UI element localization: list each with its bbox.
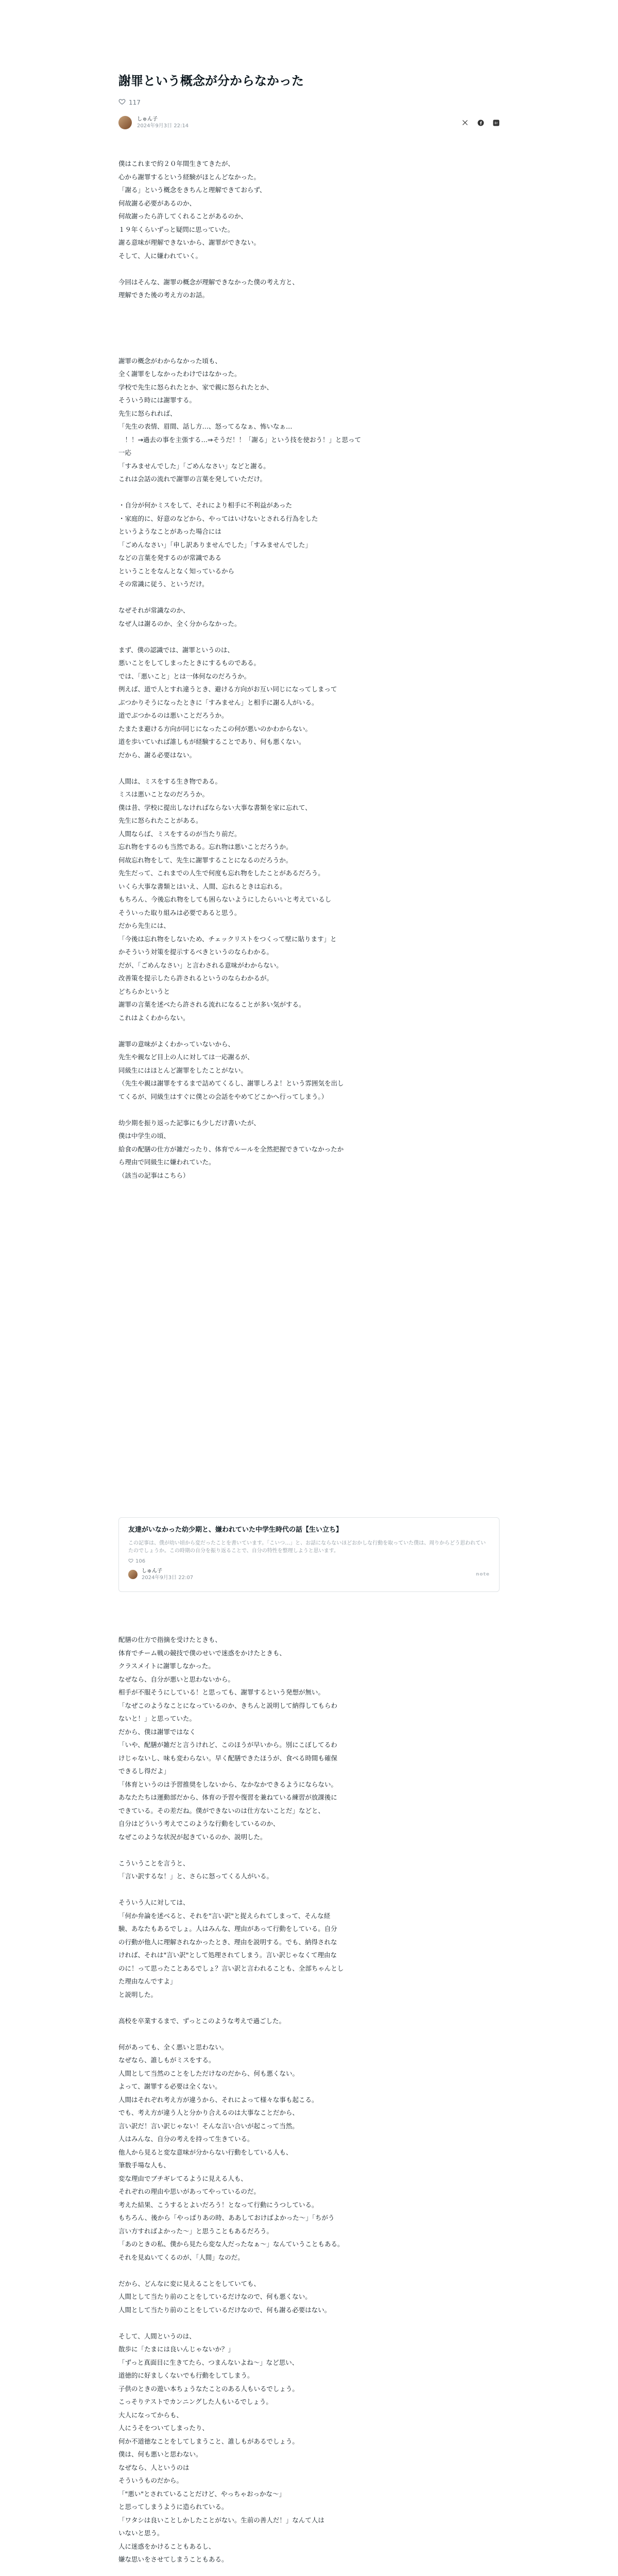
embed-likes bbox=[128, 1558, 490, 1565]
author-row bbox=[118, 113, 500, 132]
x-icon[interactable] bbox=[461, 119, 469, 126]
paragraph: こういうことを言うと、 「言い訳するな！」と、さらに怒ってくる人がいる。 bbox=[118, 1859, 273, 1880]
paragraph: 謝罪の意味がよくわかっていないから、 先生や親など目上の人に対しては一応謝るが、 同級生にはほとんど謝罪をしたことがない。 （先生や親は謝罪をするまで詰めてくるし、謝罪しろよ！という雰囲気を出し てくるが、同級生はすぐに僕との会話をやめてどこかへ行ってしまう。） bbox=[118, 1040, 344, 1100]
avatar bbox=[128, 1570, 138, 1579]
paragraph: だから、どんなに変に見えることをしていても、 人間として当たり前のことをしているだけなので、何も悪くない。 人間として当たり前のことをしているだけなので、何も謝る必要はない。 bbox=[118, 2279, 331, 2314]
paragraph: ・自分が何かミスをして、それにより相手に不利益があった ・家庭的に、好意のなどから、やってはいけないとされる行為をした というようなことがあった場合には 「ごめんなさい」「申し訳ありませんでした」「すみませんでした」 などの言葉を発するのが常識である ということをなんとなく知っているから その常識に従う、というだけ。 bbox=[118, 501, 318, 588]
embed-title[interactable]: 友達がいなかった幼少期と、嫌われていた中学生時代の話【生い立ち】 bbox=[128, 1526, 343, 1534]
svg-text:B!: B! bbox=[494, 121, 498, 125]
heart-icon bbox=[128, 1558, 133, 1565]
paragraph: そういう人に対しては、 「何か弁論を述べると、それを"言い訳"と捉えられてしまって、そんな経 験、あなたもあるでしょ。人はみんな、理由があって行動をしている。自分 の行動が他人に理解されなかったとき、理由を説明する。でも、納得されな ければ、それは"言い訳"として処理されてしまう。言い訳じゃなくて理由な のに！って思ったことあるでしょ？言い訳と言われることも、全部ちゃんとし た理由なんですよ」 と説明した。 bbox=[118, 1899, 344, 1998]
page-title: 謝罪という概念が分からなかった bbox=[118, 74, 304, 88]
embed-footer bbox=[128, 1568, 490, 1581]
share-buttons bbox=[461, 119, 500, 126]
author-name[interactable]: しゅん子 bbox=[137, 116, 158, 122]
paragraph: 高校を卒業するまで、ずっとこのような考えで過ごした。 bbox=[118, 2016, 286, 2025]
paragraph: 何があっても、全く悪いと思わない。 なぜなら、誰しもがミスをする。 人間として当然のことをしただけなのだから、何も悪くない。 よって、謝罪する必要は全くない。 人間はそれぞれ考え方が違うから、それによって様々な事も起こる。 でも、考え方が違う人と分かり合えるのは大事なことだから、 言い訳だ！言い訳じゃない！そんな言い合いが起こって当然。 人はみんな、自分の考えを持って生きている。 他人から見ると変な意味が分からない行動をしている人も、 筆数手場な人も、 変な理由でブチギレてるように見える人も、 それぞれの理由や思いがあってやっているのだ。 考えた結果、こうするとよいだろう！となって行動にうつしている。 もちろん、後から「やっぱりあの時、ああしておけばよかった～」「ちがう 言い方すればよかった～」と思うこともあるだろう。 「あのときの私、僕から見たら変な人だったなぁ～」なんていうこともある。 それを見ぬいてくるのが、「人間」なのだ。 bbox=[118, 2043, 344, 2261]
paragraph: 幼少期を振り返った記事にも少しだけ書いたが、 僕は中学生の頃、 給食の配膳の仕方が雑だったり、体育でルールを全然把握できていなかったか ら理由で同級生に嫌われていた。 （該当の記事はこちら） bbox=[118, 1118, 344, 1179]
note-logo: note bbox=[476, 1572, 490, 1577]
heart-icon[interactable] bbox=[118, 98, 126, 107]
article-body-continued bbox=[118, 1633, 500, 2576]
paragraph: 僕はこれまで約２０年間生きてきたが、 心から謝罪するという経験がほとんどなかった。 「謝る」という概念をきちんと理解できておらず、 何故謝る必要があるのか、 何故謝ったら許してくれることがあるのか、 １９年くらいずっと疑問に思っていた。 謝る意味が理解できないから、謝罪ができない。 そして、人に嫌われていく。 bbox=[118, 160, 266, 260]
embed-date: 2024年9月3日 22:07 bbox=[142, 1575, 194, 1581]
paragraph: 今回はそんな、謝罪の概念が理解できなかった僕の考え方と、 理解できた後の考え方のお話。 bbox=[118, 278, 299, 299]
facebook-icon[interactable] bbox=[477, 119, 484, 126]
like-count: 117 bbox=[129, 98, 141, 106]
embed-excerpt: この記事は、僕が幼い頃から変だったことを書いています。「こいつ…」と、お話にならないほどおかしな行動を取っていた僕は、周りからどう思われていたのでしょうか。この時期の自分を振り返ることで、自分の特性を整理しようと思います。 bbox=[128, 1540, 486, 1554]
paragraph: なぜそれが常識なのか、 なぜ人は謝るのか、全く分からなかった。 bbox=[118, 606, 241, 628]
paragraph: 謝罪の概念がわからなかった頃も、 全く謝罪をしなかったわけではなかった。 学校で先生に怒られたとか、家で親に怒られたとか、 そういう時には謝罪する。 先生に怒られれば、 「先生の表情、眉間、話し方…、怒ってるなぁ、怖いなぁ… ！！→過去の事を主張する…⇒そうだ！！「謝る」という技を使おう！」と思って 一応 「すみませんでした」「ごめんなさい」などと謝る。 これは会話の流れで謝罪の言葉を発していただけ。 bbox=[118, 357, 361, 483]
article-body bbox=[118, 157, 500, 1195]
embed-like-count: 106 bbox=[135, 1558, 146, 1564]
avatar[interactable] bbox=[118, 116, 132, 129]
like-counter[interactable] bbox=[118, 98, 141, 107]
embed-author: しゅん子 bbox=[142, 1568, 162, 1574]
publish-date: 2024年9月3日 22:14 bbox=[137, 123, 189, 129]
embedded-article-card[interactable] bbox=[118, 1517, 500, 1592]
paragraph: 配膳の仕方で指摘を受けたときも、 体育でチーム戦の競技で僕のせいで迷惑をかけたときも、 クラスメイトに謝罪しなかった。 なぜなら、自分が悪いと思わないから。 相手が不服そうにしている！と思っても、謝罪するという発想が無い。 「なぜこのようなことになっているのか、きちんと説明して納得してもらわ ないと！」と思っていた。 だから、僕は謝罪ではなく 「いや、配膳が雑だと言うけれど、このほうが早いから。別にこぼしてるわ けじゃないし、味も変わらない。早く配膳できたほうが、食べる時間も確保 できるし得だよ」 「体育というのは予習推奨をしないから、なかなかできるようにならない。 あなたたちは運動部だから、体育の予習や復習を兼ねている練習が放課後に できている。その差だね。僕ができないのは仕方ないことだ」などと、 自分はどういう考えでこのような行動をしているのか、 なぜこのような状況が起きているのか、説明した。 bbox=[118, 1636, 338, 1841]
paragraph: そして、人間というのは、 散歩に「たまには良いんじゃないか？」 「ずっと真面目に生きてたら、つまんないよね～」など思い、 道徳的に好ましくないでも行動をしてしまう。 子供のときの遊い本ちょうなたことのある人もいるでしょう。 こっそりテストでカンニングした人もいるでしょう。 大人になってからも、 人にうそをついてしまったり、 何か不道徳なことをしてしまうこと、誰しもがあるでしょう。 僕は、何も悪いと思わない。 なぜなら、人というのは そういうものだから。 「"悪い"とされていることだけど、やっちゃおっかな～」 と思ってしまうように造られている。 「ワタシは良いことしかしたことがない。生前の善人だ！」なんて人は いないと思う。 人に迷惑をかけることもあるし、 嫌な思いをさせてしまうこともある。 bbox=[118, 2332, 324, 2563]
paragraph: まず、僕の認識では、謝罪というのは、 悪いことをしてしまったときにするものである。 では、「悪いこと」とは一体何なのだろうか。 例えば、道で人とすれ違うとき、避ける方向がお互い同じになってしまって ぶつかりそうになったときに「すみません」と相手に謝る人がいる。 道でぶつかるのは悪いことだろうか。 たまたま避ける方向が同じになったこの何が悪いのかわからない。 道を歩いていれば誰しもが経験することであり、何も悪くない。 だから、謝る必要はない。 bbox=[118, 646, 337, 759]
hatena-icon[interactable] bbox=[492, 119, 500, 126]
paragraph: 人間は、ミスをする生き物である。 ミスは悪いことなのだろうか。 僕は昔、学校に提出しなければならない大事な書類を家に忘れて、 先生に怒られたことがある。 人間ならば、ミスをするのが当たり前だ。 忘れ物をするのも当然である。忘れ物は悪いことだろうか。 何故忘れ物をして、先生に謝罪することになるのだろうか。 先生だって、これまでの人生で何度も忘れ物をしたことがあるだろう。 いくら大事な書類とはいえ、人間、忘れるときは忘れる。 もちろん、今後忘れ物をしても困らないようにしたらいいと考えているし そういった取り組みは必要であると思う。 だから先生には、 「今後は忘れ物をしないため、チェックリストをつくって壁に貼ります」と かそういう対策を提示するべきというのならわかる。 だが、「ごめんなさい」と言わされる意味がわからない。 改善策を提示したら許されるというのならわかるが。 どちらかというと 謝罪の言葉を述べたら許される流れになることが多い気がする。 これはよくわからない。 bbox=[118, 777, 337, 1022]
